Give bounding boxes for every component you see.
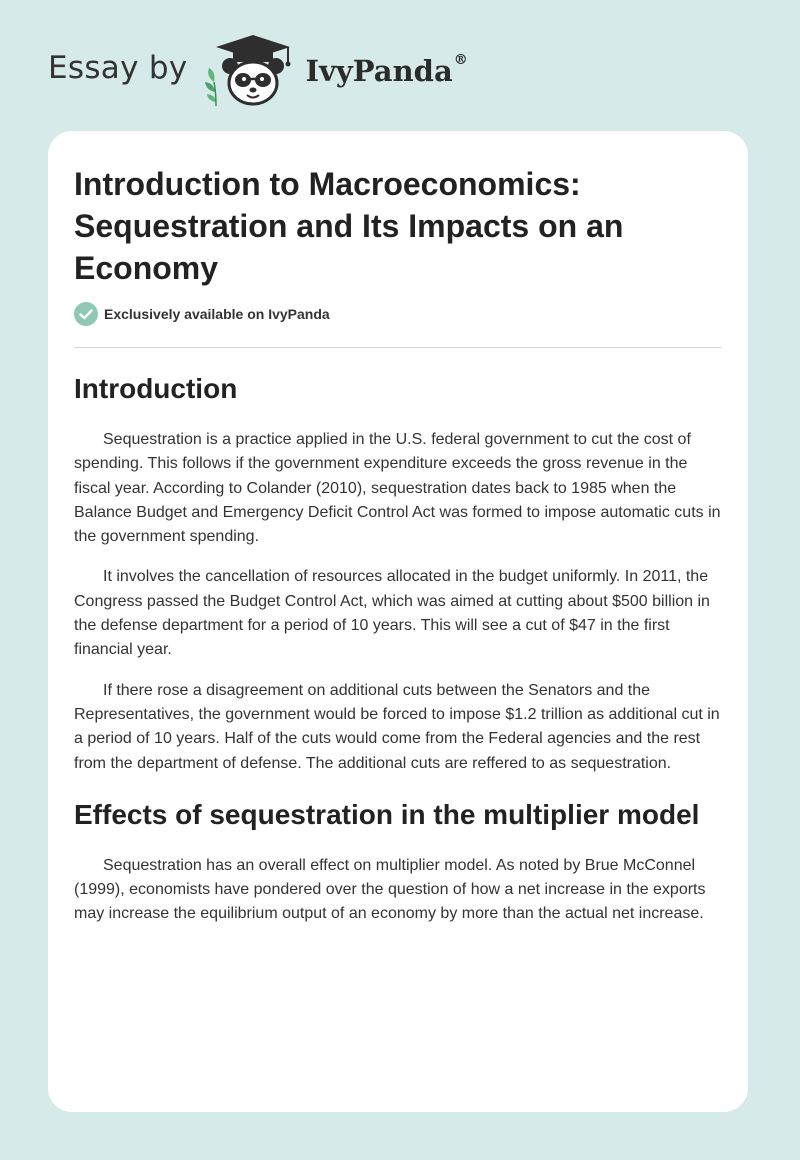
paragraph: Sequestration has an overall effect on multiplier model. As noted by Brue McConnel (1999), economists have pondered over the question of how a net increase in the exports may increase the equilibrium output of an economy by more than the actual net increase. (74, 856, 706, 923)
exclusive-badge (74, 301, 722, 327)
exclusive-badge-label: Exclusively available on IvyPanda (104, 306, 330, 322)
paragraph: If there rose a disagreement on additional cuts between the Senators and the Representatives, the government would be forced to impose $1.2 trillion as additional cut in a period of 10 years. Half of the cuts would come from the Federal agencies and the rest from the department of defense. The additional cuts are reffered to as sequestration. (74, 681, 720, 772)
registered-mark: ® (453, 52, 468, 68)
paragraph: It involves the cancellation of resources allocated in the budget uniformly. In 2011, the Congress passed the Budget Control Act, which was aimed at cutting about $500 billion in the defense department for a period of 10 years. This will see a cut of $47 in the first financial year. (74, 568, 710, 659)
section-heading: Introduction (74, 373, 238, 404)
check-circle-icon (74, 302, 98, 326)
section-effects-multiplier (74, 796, 722, 927)
section-heading: Effects of sequestration in the multiplier model (74, 798, 700, 830)
essay-by-label: Essay by (48, 50, 188, 86)
brand-name[interactable] (306, 54, 468, 88)
section-introduction (74, 370, 722, 776)
brand-text: IvyPanda (305, 54, 453, 88)
article-title: Introduction to Macroeconomics: Sequestration and Its Impacts on an Economy (74, 166, 624, 286)
ivypanda-logo-icon[interactable] (202, 30, 302, 110)
site-header (48, 30, 468, 110)
article-card (48, 131, 748, 1112)
paragraph: Sequestration is a practice applied in the U.S. federal government to cut the cost of spending. This follows if the government expenditure exceeds the gross revenue in the fiscal year. According to Colander (2010), sequestration dates back to 1985 when the Balance Budget and Emergency Deficit Control Act was formed to impose automatic cuts in the government spending. (74, 431, 721, 546)
title-divider (74, 347, 722, 348)
